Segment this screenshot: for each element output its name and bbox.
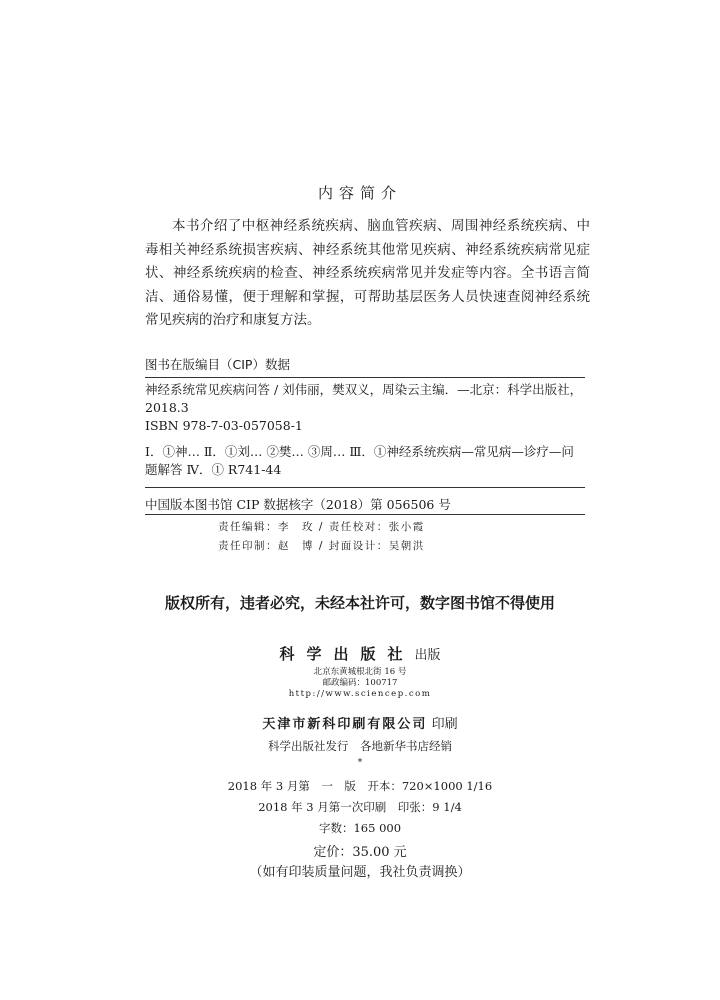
cip-record-number: 中国版本图书馆 CIP 数据核字（2018）第 056506 号 xyxy=(145,497,451,512)
cip-mid-rule xyxy=(145,487,585,488)
publisher-address: 北京东黄城根北街 16 号 xyxy=(313,667,407,677)
publisher-postcode: 邮政编码：100717 xyxy=(322,678,398,688)
cip-title: 图书在版编目（CIP）数据 xyxy=(145,357,290,372)
cip-body xyxy=(145,381,585,479)
word-count-line: 字数：165 000 xyxy=(318,821,402,835)
credits-production: 责任印制：赵 博 / 封面设计：吴朝洪 xyxy=(218,540,425,552)
publisher-name: 科学出版社 xyxy=(279,645,415,663)
edition-line: 2018 年 3 月第 一 版 开本：720×1000 1/16 xyxy=(227,779,493,793)
copyright-notice: 版权所有，违者必究，未经本社许可，数字图书馆不得使用 xyxy=(164,594,555,612)
printing-line: 2018 年 3 月第一次印刷 印张：9 1/4 xyxy=(258,800,462,814)
publisher-line xyxy=(0,643,720,664)
section-heading: 内容简介 xyxy=(317,184,402,202)
publisher-website: http://www.sciencep.com xyxy=(288,689,432,699)
price-line: 定价：35.00 元 xyxy=(313,845,407,860)
quality-notice: （如有印装质量问题，我社负责调换） xyxy=(249,865,471,880)
cip-top-rule xyxy=(145,377,585,378)
separator-mark: * xyxy=(357,758,363,768)
credits-editors: 责任编辑：李 玫 / 责任校对：张小霞 xyxy=(218,521,425,533)
printer-line xyxy=(0,713,720,732)
cip-isbn: ISBN 978-7-03-057058-1 xyxy=(145,418,303,433)
printer-name: 天津市新科印刷有限公司 xyxy=(262,717,428,732)
cip-subjects: Ⅰ．①神… Ⅱ．①刘… ②樊… ③周… Ⅲ．①神经系统疾病—常见病—诊疗—问题解答 Ⅳ．① R741-44 xyxy=(145,444,574,477)
cip-bottom-rule xyxy=(145,514,585,515)
intro-paragraph: 本书介绍了中枢神经系统疾病、脑血管疾病、周围神经系统疾病、中毒相关神经系统损害疾病、神经系统其他常见疾病、神经系统疾病常见症状、神经系统疾病的检查、神经系统疾病常见并发症等内容。全书语言简洁、通俗易懂，便于理解和掌握，可帮助基层医务人员快速查阅神经系统常见疾病的治疗和康复方法。 xyxy=(145,218,590,328)
publisher-suffix: 出版 xyxy=(414,648,441,663)
printer-suffix: 印刷 xyxy=(431,717,458,732)
cip-entry: 神经系统常见疾病问答 / 刘伟丽，樊双义，周染云主编．—北京：科学出版社，2018.3 xyxy=(145,382,583,415)
distribution-line: 科学出版社发行 各地新华书店经销 xyxy=(268,739,452,753)
